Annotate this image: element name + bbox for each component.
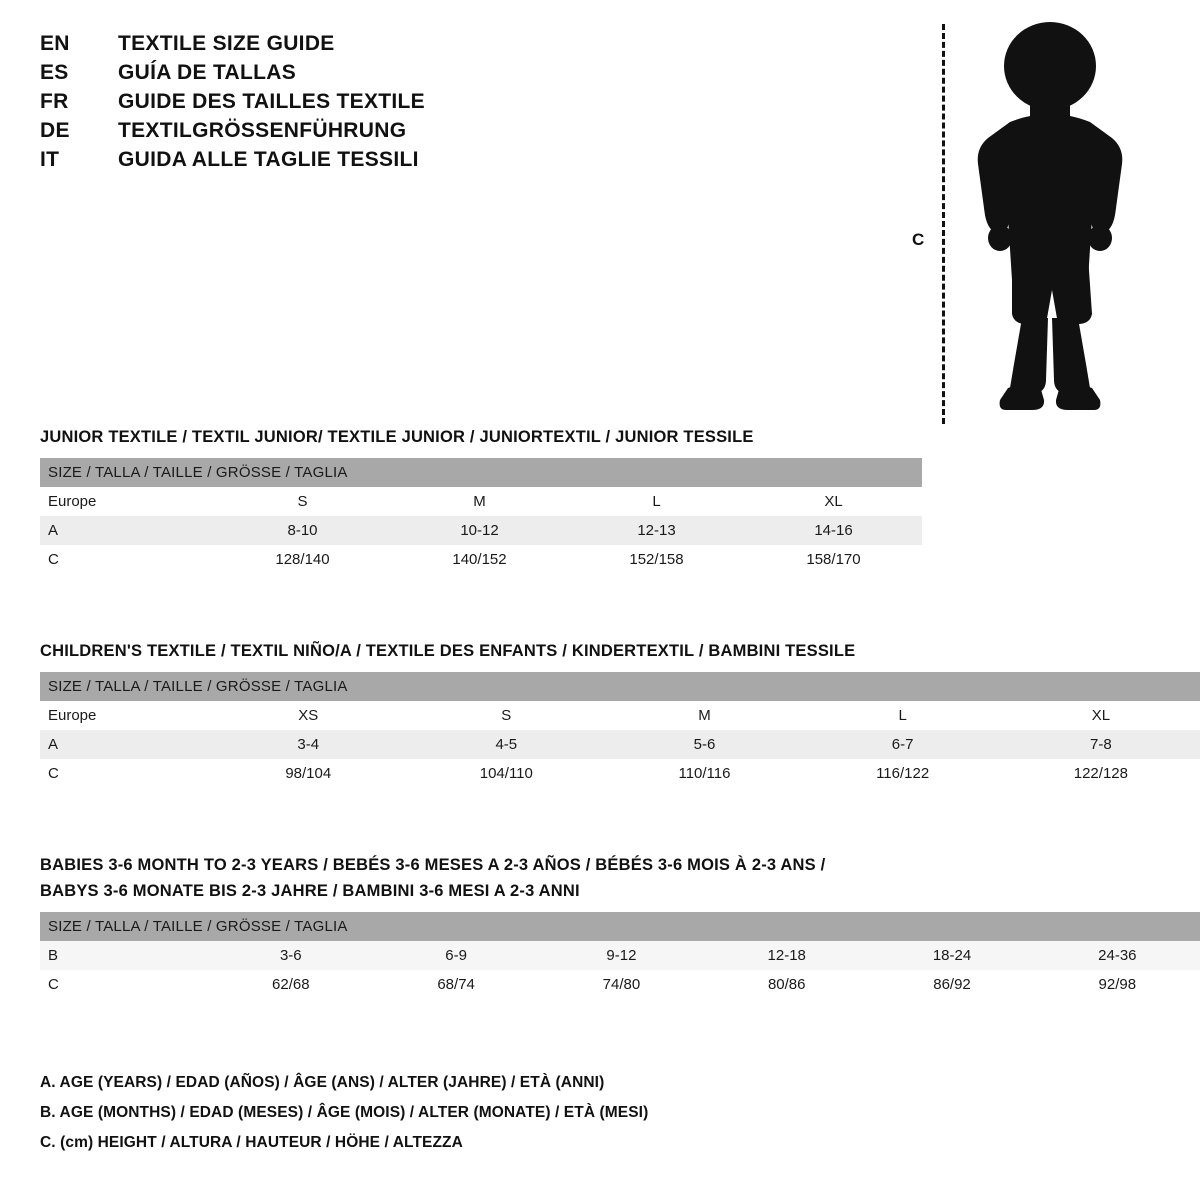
- child-silhouette-icon: [950, 18, 1150, 428]
- row-cell: 14-16: [745, 516, 922, 545]
- row-cell: 92/98: [1035, 970, 1200, 999]
- row-label: Europe: [40, 701, 209, 730]
- row-cell: 98/104: [209, 759, 407, 788]
- row-cell: 68/74: [373, 970, 538, 999]
- row-label: Europe: [40, 487, 214, 516]
- row-cell: 6-9: [373, 941, 538, 970]
- section-children-textile: [40, 638, 1200, 788]
- table-row: [40, 487, 922, 516]
- table-header-row: [40, 672, 1200, 701]
- row-cell: XL: [1002, 701, 1200, 730]
- language-code: DE: [40, 119, 70, 142]
- row-label: C: [40, 970, 208, 999]
- header-language-list: [40, 32, 600, 177]
- row-cell: 10-12: [391, 516, 568, 545]
- row-cell: 86/92: [869, 970, 1034, 999]
- table-header-label: SIZE / TALLA / TAILLE / GRÖSSE / TAGLIA: [40, 458, 922, 487]
- language-title: GUIDE DES TAILLES TEXTILE: [118, 90, 425, 113]
- row-cell: 122/128: [1002, 759, 1200, 788]
- table-row: [40, 701, 1200, 730]
- row-label: B: [40, 941, 208, 970]
- row-cell: 4-5: [407, 730, 605, 759]
- row-cell: 3-4: [209, 730, 407, 759]
- table-header-row: [40, 912, 1200, 941]
- row-label: C: [40, 545, 214, 574]
- height-measure-figure: [900, 10, 1160, 430]
- row-cell: 74/80: [539, 970, 704, 999]
- row-cell: L: [804, 701, 1002, 730]
- table-row: [40, 970, 1200, 999]
- row-cell: 152/158: [568, 545, 745, 574]
- row-cell: S: [407, 701, 605, 730]
- row-cell: 104/110: [407, 759, 605, 788]
- row-cell: M: [605, 701, 803, 730]
- legend-notes: [40, 1068, 648, 1158]
- row-cell: 5-6: [605, 730, 803, 759]
- table-row: [40, 941, 1200, 970]
- row-cell: S: [214, 487, 391, 516]
- language-code: FR: [40, 90, 69, 113]
- legend-line-b: B. AGE (MONTHS) / EDAD (MESES) / ÂGE (MOIS) / ALTER (MONATE) / ETÀ (MESI): [40, 1104, 649, 1121]
- children-size-table: [40, 672, 1200, 788]
- measure-label-c: C: [912, 230, 925, 249]
- row-cell: 9-12: [539, 941, 704, 970]
- language-row: [40, 90, 600, 119]
- row-cell: XL: [745, 487, 922, 516]
- row-cell: 116/122: [804, 759, 1002, 788]
- language-title: TEXTILE SIZE GUIDE: [118, 32, 335, 55]
- section-babies-textile: [40, 852, 1200, 999]
- legend-line-c: C. (cm) HEIGHT / ALTURA / HAUTEUR / HÖHE / ALTEZZA: [40, 1134, 463, 1151]
- row-cell: M: [391, 487, 568, 516]
- row-cell: XS: [209, 701, 407, 730]
- row-cell: 110/116: [605, 759, 803, 788]
- row-cell: L: [568, 487, 745, 516]
- language-code: EN: [40, 32, 70, 55]
- table-row: [40, 759, 1200, 788]
- section-title: BABIES 3-6 MONTH TO 2-3 YEARS / BEBÉS 3-6 MESES A 2-3 AÑOS / BÉBÉS 3-6 MOIS À 2-3 ANS /: [40, 856, 826, 874]
- language-row: [40, 148, 600, 177]
- row-cell: 128/140: [214, 545, 391, 574]
- row-label: A: [40, 516, 214, 545]
- table-row: [40, 545, 922, 574]
- language-code: IT: [40, 148, 60, 171]
- language-title: GUIDA ALLE TAGLIE TESSILI: [118, 148, 419, 171]
- row-cell: 80/86: [704, 970, 869, 999]
- language-row: [40, 119, 600, 148]
- row-cell: 6-7: [804, 730, 1002, 759]
- row-cell: 140/152: [391, 545, 568, 574]
- section-title-line2: BABYS 3-6 MONATE BIS 2-3 JAHRE / BAMBINI 3-6 MESI A 2-3 ANNI: [40, 882, 580, 900]
- legend-line-a: A. AGE (YEARS) / EDAD (AÑOS) / ÂGE (ANS) / ALTER (JAHRE) / ETÀ (ANNI): [40, 1074, 605, 1091]
- section-junior-textile: [40, 424, 922, 574]
- row-cell: 3-6: [208, 941, 373, 970]
- row-cell: 18-24: [869, 941, 1034, 970]
- table-header-row: [40, 458, 922, 487]
- row-cell: 158/170: [745, 545, 922, 574]
- row-cell: 8-10: [214, 516, 391, 545]
- language-title: TEXTILGRÖSSENFÜHRUNG: [118, 119, 407, 142]
- table-header-label: SIZE / TALLA / TAILLE / GRÖSSE / TAGLIA: [40, 912, 1200, 941]
- section-title: CHILDREN'S TEXTILE / TEXTIL NIÑO/A / TEXTILE DES ENFANTS / KINDERTEXTIL / BAMBINI TESSILE: [40, 642, 856, 660]
- row-label: A: [40, 730, 209, 759]
- row-cell: 7-8: [1002, 730, 1200, 759]
- table-row: [40, 730, 1200, 759]
- row-label: C: [40, 759, 209, 788]
- language-row: [40, 61, 600, 90]
- babies-size-table: [40, 912, 1200, 999]
- row-cell: 12-18: [704, 941, 869, 970]
- row-cell: 24-36: [1035, 941, 1200, 970]
- junior-size-table: [40, 458, 922, 574]
- language-title: GUÍA DE TALLAS: [118, 61, 297, 84]
- table-row: [40, 516, 922, 545]
- row-cell: 12-13: [568, 516, 745, 545]
- row-cell: 62/68: [208, 970, 373, 999]
- measure-dashed-line: [942, 24, 945, 424]
- section-title: JUNIOR TEXTILE / TEXTIL JUNIOR/ TEXTILE JUNIOR / JUNIORTEXTIL / JUNIOR TESSILE: [40, 428, 754, 446]
- table-header-label: SIZE / TALLA / TAILLE / GRÖSSE / TAGLIA: [40, 672, 1200, 701]
- language-row: [40, 32, 600, 61]
- language-code: ES: [40, 61, 69, 84]
